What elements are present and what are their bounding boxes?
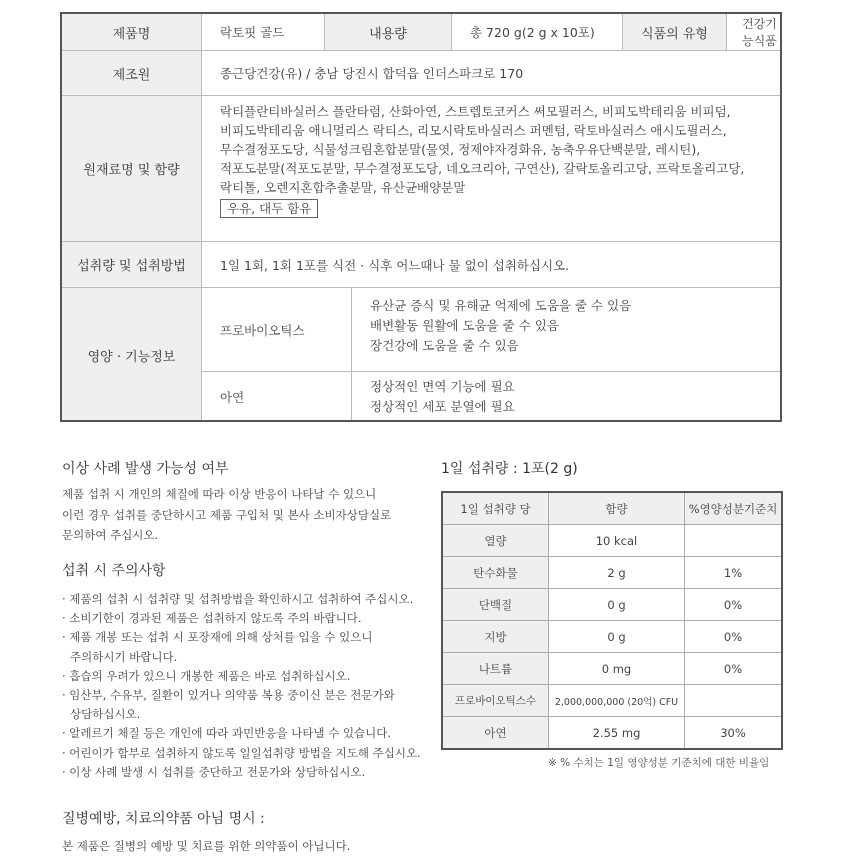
precaution-item: 주의하시기 바랍니다. — [70, 649, 178, 664]
nutrient-name: 지방 — [442, 621, 549, 653]
ingredients-text — [220, 102, 770, 218]
nutrition-header: %영양성분기준치 — [685, 492, 783, 525]
nutrition-header: 함량 — [549, 492, 685, 525]
intake-value: 1일 1회, 1회 1포를 식전 · 식후 어느때나 물 없이 섭취하십시오. — [220, 257, 570, 273]
nutrition-row — [442, 589, 782, 621]
nutrient-percent — [685, 525, 783, 557]
allergen-notice: 우유, 대두 함유 — [220, 199, 318, 218]
function-line: 장건강에 도움을 줄 수 있음 — [370, 338, 519, 353]
nutrient-name: 프로바이오틱스수 — [442, 685, 549, 717]
precaution-item: · 제품 개봉 또는 섭취 시 포장재에 의해 상처를 입을 수 있으니 — [62, 630, 373, 645]
nutrition-row — [442, 621, 782, 653]
nutrition-row — [442, 525, 782, 557]
product-name-value: 락토핏 골드 — [220, 25, 285, 40]
nutrition-table — [441, 491, 783, 750]
nutrient-percent: 0% — [685, 589, 783, 621]
nutrition-header: 1일 섭취량 당 — [442, 492, 549, 525]
precautions-list — [62, 590, 422, 782]
function-name: 프로바이오틱스 — [202, 288, 352, 371]
precaution-item: · 임산부, 수유부, 질환이 있거나 의약품 복용 중이신 분은 전문가와 — [62, 688, 395, 703]
manufacturer-value: 종근당건강(유) / 충남 당진시 합덕읍 인더스파크로 170 — [220, 66, 524, 81]
nutrient-amount: 0 g — [549, 589, 685, 621]
disclaimer-title: 질병예방, 치료의약품 아님 명시 : — [62, 811, 265, 827]
disclaimer-text: 본 제품은 질병의 예방 및 치료를 위한 의약품이 아닙니다. — [62, 839, 351, 853]
ingredients-line: 무수결정포도당, 식물성크림혼합분말(물엿, 정제야자경화유, 농축우유단백분말, 레시틴), — [220, 142, 701, 157]
nutrient-amount: 10 kcal — [549, 525, 685, 557]
nutrition-row — [442, 717, 782, 750]
function-line: 정상적인 세포 분열에 필요 — [370, 399, 515, 414]
ingredients-line: 적포도분말(적포도분말, 무수결정포도당, 네오크리아, 구연산), 갈락토올리고당, 프락토올리고당, — [220, 161, 745, 176]
ingredients-row — [62, 96, 780, 242]
precautions-title: 섭취 시 주의사항 — [62, 563, 166, 579]
nutrient-name: 열량 — [442, 525, 549, 557]
nutrient-amount: 0 g — [549, 621, 685, 653]
ingredients-line: 비피도박테리움 애니멀리스 락티스, 리모시락토바실러스 퍼멘텀, 락토바실러스 애시도필러스, — [220, 123, 727, 138]
adverse-text — [62, 484, 391, 546]
nutrient-name: 단백질 — [442, 589, 549, 621]
function-name: 아연 — [202, 372, 352, 422]
manufacturer-label: 제조원 — [62, 51, 202, 95]
volume-value: 총 720 g(2 g x 10포) — [470, 25, 595, 40]
precaution-item: · 알레르기 체질 등은 개인에 따라 과민반응을 나타낼 수 있습니다. — [62, 726, 392, 741]
adverse-line: 이런 경우 섭취를 중단하시고 제품 구입처 및 본사 소비자상담실로 — [62, 507, 392, 522]
nutrient-name: 나트륨 — [442, 653, 549, 685]
nutrient-percent: 30% — [685, 717, 783, 750]
nutrient-percent: 0% — [685, 653, 783, 685]
nutrient-percent: 1% — [685, 557, 783, 589]
function-description — [352, 288, 780, 371]
nutrient-percent — [685, 685, 783, 717]
precaution-item: · 흡습의 우려가 있으니 개봉한 제품은 바로 섭취하십시오. — [62, 668, 351, 683]
nutrient-amount: 2 g — [549, 557, 685, 589]
intake-label: 섭취량 및 섭취방법 — [62, 242, 202, 287]
adverse-line: 제품 섭취 시 개인의 체질에 따라 이상 반응이 나타날 수 있으니 — [62, 487, 377, 501]
function-description — [352, 372, 780, 422]
volume-label: 내용량 — [324, 14, 452, 50]
adverse-title: 이상 사례 발생 가능성 여부 — [62, 461, 229, 477]
nutrient-name: 아연 — [442, 717, 549, 750]
nutrient-amount: 2,000,000,000 (20억) CFU — [549, 685, 685, 717]
nutrition-row — [442, 685, 782, 717]
function-item — [202, 372, 780, 422]
adverse-line: 문의하여 주십시오. — [62, 528, 159, 542]
manufacturer-row — [62, 51, 780, 96]
nutrient-percent: 0% — [685, 621, 783, 653]
precaution-item: · 제품의 섭취 시 섭취량 및 섭취방법을 확인하시고 섭취하여 주십시오. — [62, 592, 414, 606]
precaution-item: · 이상 사례 발생 시 섭취를 중단하고 전문가와 상담하십시오. — [62, 764, 366, 779]
nutrient-amount: 2.55 mg — [549, 717, 685, 750]
precaution-item: · 어린이가 함부로 섭취하지 않도록 일일섭취량 방법을 지도해 주십시오. — [62, 745, 421, 760]
product-name-row — [62, 14, 780, 51]
intake-row — [62, 242, 780, 288]
precaution-item: 상담하십시오. — [70, 707, 141, 722]
nutrient-name: 탄수화물 — [442, 557, 549, 589]
nutrition-row — [442, 557, 782, 589]
product-name-label: 제품명 — [62, 14, 202, 50]
function-line: 배변활동 원활에 도움을 줄 수 있음 — [370, 318, 559, 333]
food-type-label: 식품의 유형 — [622, 14, 727, 50]
nutrient-amount: 0 mg — [549, 653, 685, 685]
nutrition-note: ※ % 수치는 1일 영양성분 기준치에 대한 비율임 — [548, 757, 770, 769]
product-info-table — [60, 12, 782, 422]
nutrition-row — [442, 653, 782, 685]
food-type-value: 건강기능식품 — [742, 17, 777, 48]
nutrition-header-row — [442, 492, 782, 525]
function-item — [202, 288, 780, 372]
function-label: 영양 · 기능정보 — [62, 288, 202, 422]
precaution-item: · 소비기한이 경과된 제품은 섭취하지 않도록 주의 바랍니다. — [62, 611, 362, 626]
nutrition-title: 1일 섭취량 : 1포(2 g) — [441, 461, 578, 477]
ingredients-line: 락티플란티바실러스 플란타럼, 산화아연, 스트렙토코커스 써모필러스, 비피도박테리움 비피덤, — [220, 104, 731, 119]
ingredients-line: 락티톨, 오렌지혼합추출분말, 유산균배양분말 — [220, 180, 466, 195]
function-row — [62, 288, 780, 422]
ingredients-label: 원재료명 및 함량 — [62, 96, 202, 241]
function-line: 유산균 증식 및 유해균 억제에 도움을 줄 수 있음 — [370, 298, 632, 313]
function-line: 정상적인 면역 기능에 필요 — [370, 379, 515, 394]
